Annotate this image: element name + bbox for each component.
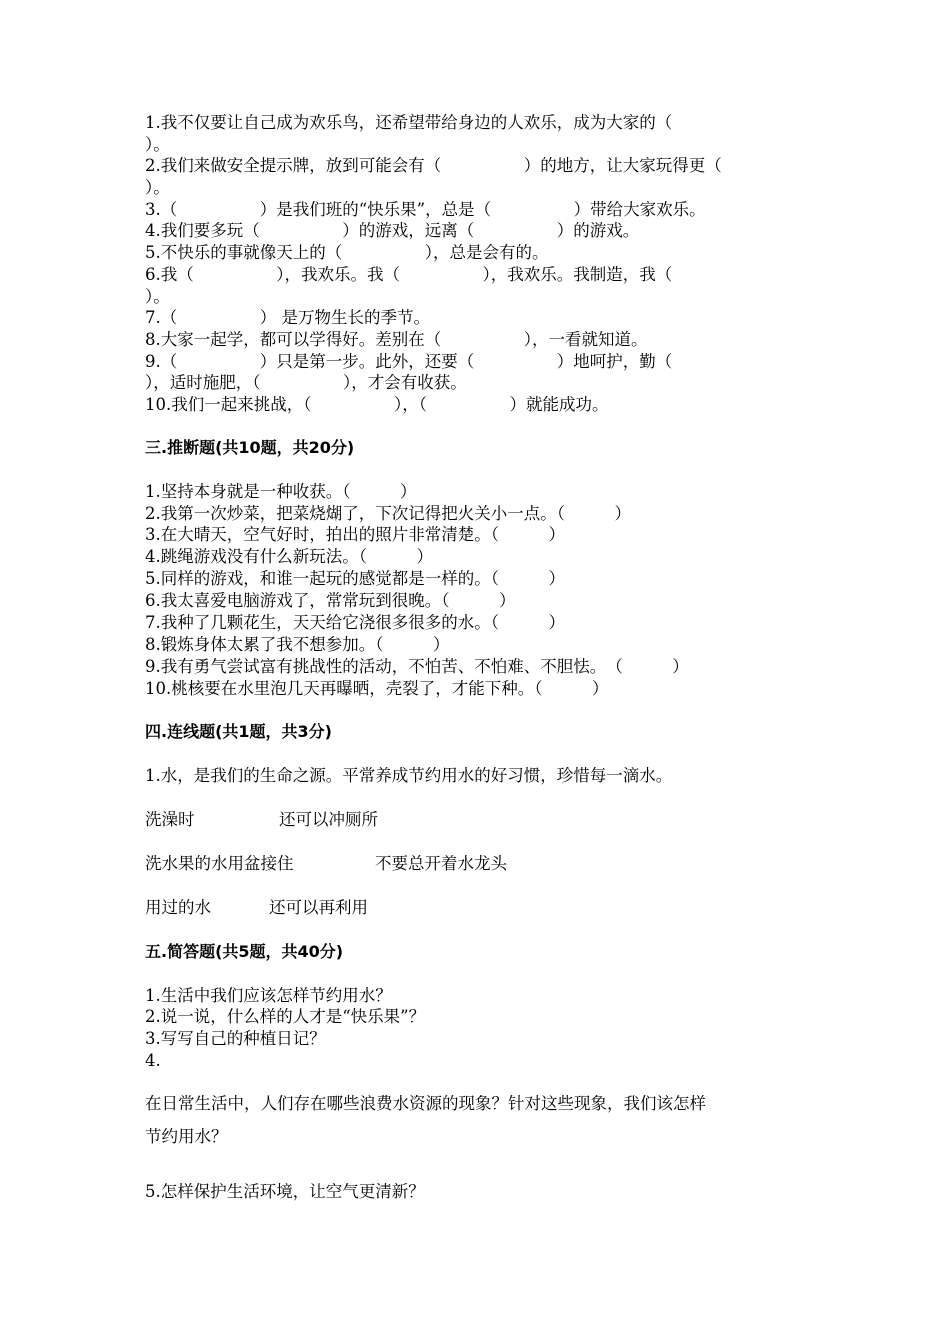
- fill-line-14: 10.我们一起来挑战，（ ），（ ）就能成功。: [145, 394, 609, 414]
- worksheet-page: [145, 112, 815, 1203]
- short-answer-item-3: 3.写写自己的种植日记？: [145, 1028, 326, 1048]
- section-title-matching: 四.连线题(共1题，共3分): [145, 721, 332, 741]
- fill-line-4: ）。: [145, 178, 170, 198]
- q4-text-line-2: 节约用水？: [145, 1127, 228, 1147]
- short-answer-item-4: 4.: [145, 1050, 161, 1070]
- fill-line-7: 5.不快乐的事就像天上的（ ），总是会有的。: [145, 243, 549, 263]
- matching-right-2: 不要总开着水龙头: [375, 853, 507, 873]
- fill-line-10: 7.（ ） 是万物生长的季节。: [145, 308, 430, 328]
- fill-line-6: 4.我们要多玩（ ）的游戏，远离（ ）的游戏。: [145, 221, 640, 241]
- fill-blank-section: [145, 112, 815, 416]
- judgement-item-4: 4.跳绳游戏没有什么新玩法。（ ）: [145, 547, 433, 567]
- matching-right-3: 还可以再利用: [269, 897, 368, 917]
- matching-row-1: [145, 809, 815, 831]
- fill-line-5: 3.（ ）是我们班的“快乐果”，总是（ ）带给大家欢乐。: [145, 199, 706, 219]
- matching-question: 1.水，是我们的生命之源。平常养成节约用水的好习惯，珍惜每一滴水。: [145, 765, 673, 785]
- q4-text-line-1: 在日常生活中，人们存在哪些浪费水资源的现象？针对这些现象，我们该怎样: [145, 1094, 706, 1114]
- fill-line-3: 2.我们来做安全提示牌，放到可能会有（ ）的地方，让大家玩得更（: [145, 156, 722, 176]
- matching-right-1: 还可以冲厕所: [279, 809, 378, 829]
- section-title-judgement: 三.推断题(共10题，共20分): [145, 437, 355, 457]
- fill-line-13: ），适时施肥，（ ），才会有收获。: [145, 373, 467, 393]
- short-answer-list: [145, 985, 815, 1072]
- fill-line-1: 1.我不仅要让自己成为欢乐鸟，还希望带给身边的人欢乐，成为大家的（: [145, 113, 673, 132]
- judgement-item-8: 8.锻炼身体太累了我不想参加。（ ）: [145, 634, 450, 654]
- judgement-item-5: 5.同样的游戏，和谁一起玩的感觉都是一样的。（ ）: [145, 569, 565, 589]
- fill-line-2: ）。: [145, 134, 170, 154]
- section-title-short-answer: 五.简答题(共5题，共40分): [145, 941, 344, 961]
- matching-left-2: 洗水果的水用盆接住: [145, 853, 294, 873]
- judgement-item-2: 2.我第一次炒菜，把菜烧煳了，下次记得把火关小一点。（ ）: [145, 503, 631, 523]
- matching-row-2: [145, 853, 815, 875]
- judgement-item-7: 7.我种了几颗花生，天天给它浇很多很多的水。（ ）: [145, 612, 565, 632]
- judgement-item-10: 10.桃核要在水里泡几天再曝晒，壳裂了，才能下种。（ ）: [145, 678, 609, 698]
- short-answer-item-2: 2.说一说，什么样的人才是“快乐果”？: [145, 1007, 426, 1027]
- fill-line-8: 6.我（ ），我欢乐。我（ ），我欢乐。我制造，我（: [145, 264, 673, 284]
- judgement-item-6: 6.我太喜爱电脑游戏了，常常玩到很晚。（ ）: [145, 591, 516, 611]
- fill-line-9: ）。: [145, 286, 170, 306]
- matching-row-3: [145, 897, 815, 919]
- judgement-list: [145, 481, 815, 700]
- judgement-item-9: 9.我有勇气尝试富有挑战性的活动，不怕苦、不怕难、不胆怯。 （ ）: [145, 656, 689, 676]
- short-answer-item-5: 5.怎样保护生活环境，让空气更清新？: [145, 1182, 425, 1202]
- matching-left-1: 洗澡时: [145, 809, 195, 829]
- matching-left-3: 用过的水: [145, 897, 211, 917]
- fill-line-12: 9.（ ）只是第一步。此外，还要（ ）地呵护，勤（: [145, 351, 673, 371]
- fill-line-11: 8.大家一起学，都可以学得好。差别在（ ），一看就知道。: [145, 329, 648, 349]
- judgement-item-1: 1.坚持本身就是一种收获。（ ）: [145, 481, 417, 501]
- judgement-item-3: 3.在大晴天，空气好时，拍出的照片非常清楚。（ ）: [145, 525, 565, 545]
- short-answer-item-1: 1.生活中我们应该怎样节约用水？: [145, 985, 392, 1005]
